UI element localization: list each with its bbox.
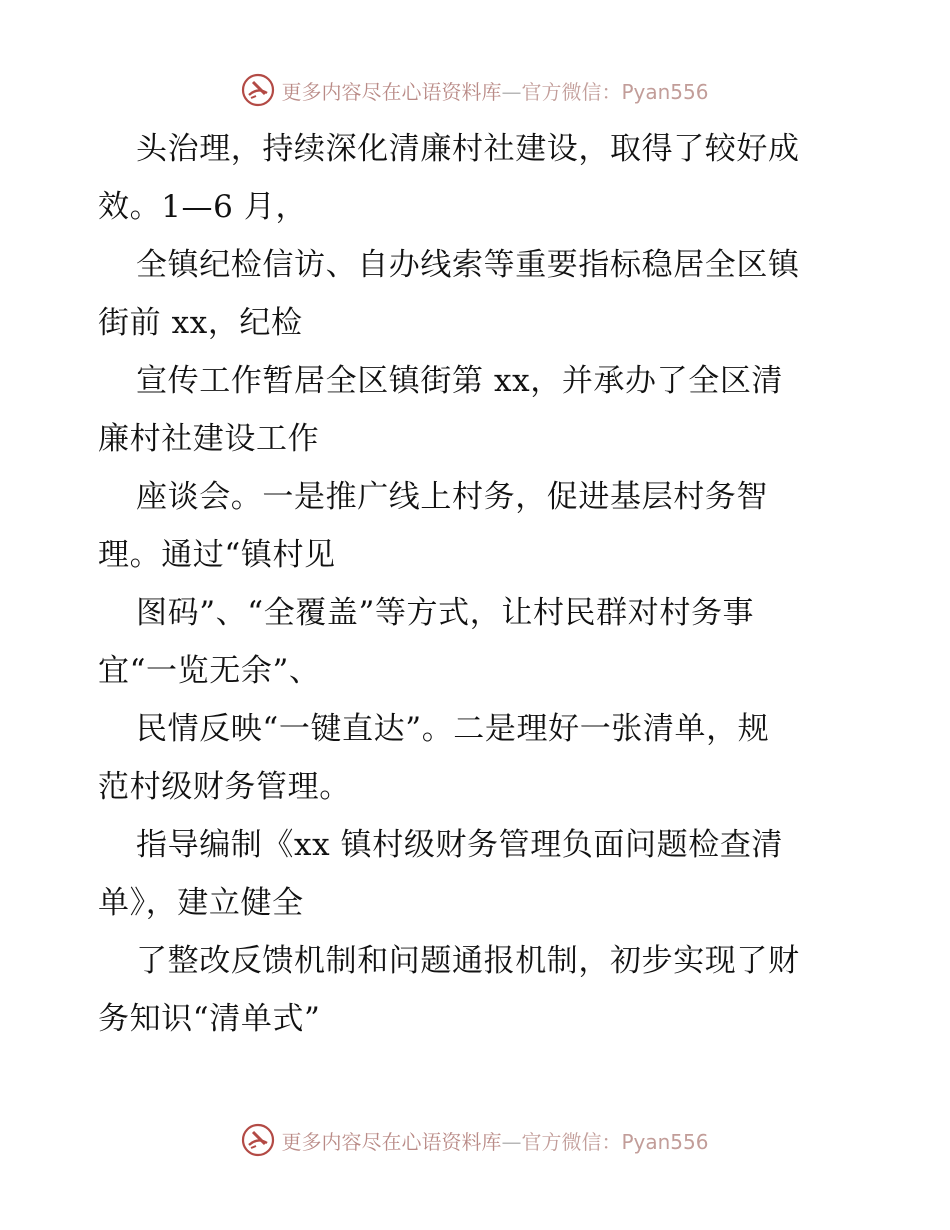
body-line: 廉村社建设工作: [98, 421, 320, 457]
book-quill-logo-icon: [241, 1123, 275, 1157]
body-line: 全镇纪检信访、自办线索等重要指标稳居全区镇: [136, 247, 800, 283]
body-line: 理。通过“镇村见: [98, 537, 336, 573]
body-line: 指导编制《xx 镇村级财务管理负面问题检查清: [136, 827, 784, 863]
footer-watermark: [0, 1120, 950, 1160]
body-line: 范村级财务管理。: [98, 769, 351, 805]
watermark-account: 官方微信：Pyan556: [521, 1129, 709, 1154]
body-line: 座谈会。一是推广线上村务，促进基层村务智: [136, 479, 768, 515]
body-line: 街前 xx，纪检: [98, 305, 303, 341]
watermark-account: 官方微信：Pyan556: [521, 79, 709, 104]
body-line: 宜“一览无余”、: [98, 653, 321, 689]
body-line: 图码”、“全覆盖”等方式，让村民群对村务事: [136, 595, 755, 631]
document-body: [98, 120, 868, 1048]
book-quill-logo-icon: [241, 73, 275, 107]
body-line: 了整改反馈机制和问题通报机制，初步实现了财: [136, 943, 800, 979]
header-watermark: [0, 70, 950, 110]
watermark-brand: 更多内容尽在心语资料库: [281, 79, 502, 104]
body-line: 宣传工作暂居全区镇街第 xx，并承办了全区清: [136, 363, 784, 399]
body-line: 单》，建立健全: [98, 885, 304, 921]
body-line: 民情反映“一键直达”。二是理好一张清单，规: [136, 711, 770, 747]
body-line: 务知识“清单式”: [98, 1001, 321, 1037]
body-line: 效。1—6 月，: [98, 189, 308, 225]
body-line: 头治理，持续深化清廉村社建设，取得了较好成: [136, 131, 800, 167]
watermark-brand: 更多内容尽在心语资料库: [281, 1129, 502, 1154]
watermark-separator: —: [501, 79, 522, 104]
watermark-separator: —: [501, 1129, 522, 1154]
